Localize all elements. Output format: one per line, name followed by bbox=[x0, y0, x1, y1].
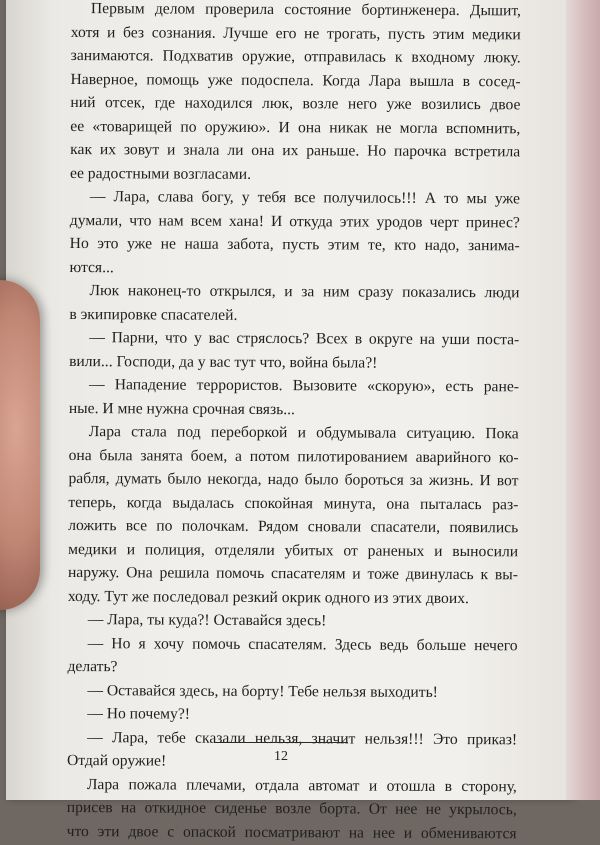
text-line: хотя и без сознания. Лучше его не трогать, пусть этим медики bbox=[70, 23, 521, 43]
text-line: ее радостными возгласами. bbox=[70, 164, 252, 183]
text-line: медики и полиция, отделяли убитых от раненых и выносили bbox=[68, 540, 519, 560]
text-line: ные. И мне нужна срочная связь... bbox=[68, 399, 296, 418]
text-line: — Но почему?! bbox=[87, 705, 191, 723]
page-text bbox=[67, 0, 521, 845]
text-line: рабля, думать было некогда, надо было бороться за жизнь. И вот bbox=[68, 469, 519, 490]
text-line: Лара стала под переборкой и обдумывала ситуацию. Пока bbox=[88, 423, 519, 443]
text-line: как их зовут и знала ли она их раньше. Но парочка встретила bbox=[70, 140, 521, 161]
text-line: теперь, когда выдалась спокойная минута, она пыталась раз- bbox=[68, 493, 519, 513]
text-line: она была занята боем, а потом пилотированием аварийного ко- bbox=[68, 446, 519, 466]
text-line: ее «товарищей по оружию». И она никак не могла вспомнить, bbox=[70, 117, 521, 137]
text-line: Наверное, помощь уже подоспела. Когда Лара вышла в сосед- bbox=[70, 70, 521, 90]
text-line: Первым делом проверила состояние бортинженера. Дышит, bbox=[90, 0, 521, 20]
thumb bbox=[0, 280, 40, 610]
text-line: — Нападение террористов. Вызовите «скорую», есть ране- bbox=[88, 376, 520, 396]
text-line: занимаются. Подхватив оружие, отправилась к входному люку. bbox=[70, 46, 521, 67]
text-line: делать? bbox=[67, 657, 118, 676]
text-line: — Оставайся здесь, на борту! Тебе нельзя выходить! bbox=[87, 681, 438, 701]
footer-rule bbox=[214, 742, 348, 743]
text-line: — Лара, слава богу, у тебя все получилось!!! А то мы уже bbox=[89, 188, 520, 208]
text-line: Лара пожала плечами, отдала автомат и отошла в сторону, bbox=[86, 775, 517, 795]
text-line: Отдай оружие! bbox=[66, 751, 167, 770]
book-cover-edge bbox=[566, 0, 600, 800]
text-line: вили... Господи, да у вас тут что, война была?! bbox=[69, 352, 378, 372]
text-line: присев на откидное сиденье возле борта. От нее не укрылось, bbox=[66, 798, 517, 819]
page-number: 12 bbox=[274, 749, 288, 764]
text-line: — Лара, тебе сказали нельзя, значит нельзя!!! Это приказ! bbox=[87, 728, 518, 748]
text-line: ходу. Тут же последовал резкий окрик одного из этих двоих. bbox=[67, 587, 469, 607]
text-line: ложить все по полочкам. Рядом сновали спасатели, появились bbox=[68, 516, 519, 537]
text-line: думали, что нам всем хана! И откуда этих уродов черт принес? bbox=[69, 211, 520, 231]
text-line: — Лара, ты куда?! Оставайся здесь! bbox=[87, 611, 327, 630]
text-line: — Парни, что у вас стряслось? Всех в округе на уши поста- bbox=[89, 329, 520, 349]
text-line: наружу. Она решила помочь спасателям и тоже двинулась к вы- bbox=[67, 563, 519, 584]
text-line: в экипировке спасателей. bbox=[69, 305, 238, 324]
book-page bbox=[6, 0, 572, 842]
text-line: что эти двое с опаской посматривают на нее и обмениваются bbox=[66, 822, 517, 842]
text-line: — Но я хочу помочь спасателям. Здесь ведь больше нечего bbox=[87, 634, 518, 654]
text-line: ются... bbox=[69, 258, 114, 276]
text-line: Люк наконец-то открылся, и за ним сразу показались люди bbox=[89, 282, 520, 302]
text-line: ний отсек, где находился люк, возле него уже возились двое bbox=[70, 93, 521, 114]
text-line: Но это уже не наша забота, пусть этим те, кто надо, занима- bbox=[69, 234, 520, 255]
